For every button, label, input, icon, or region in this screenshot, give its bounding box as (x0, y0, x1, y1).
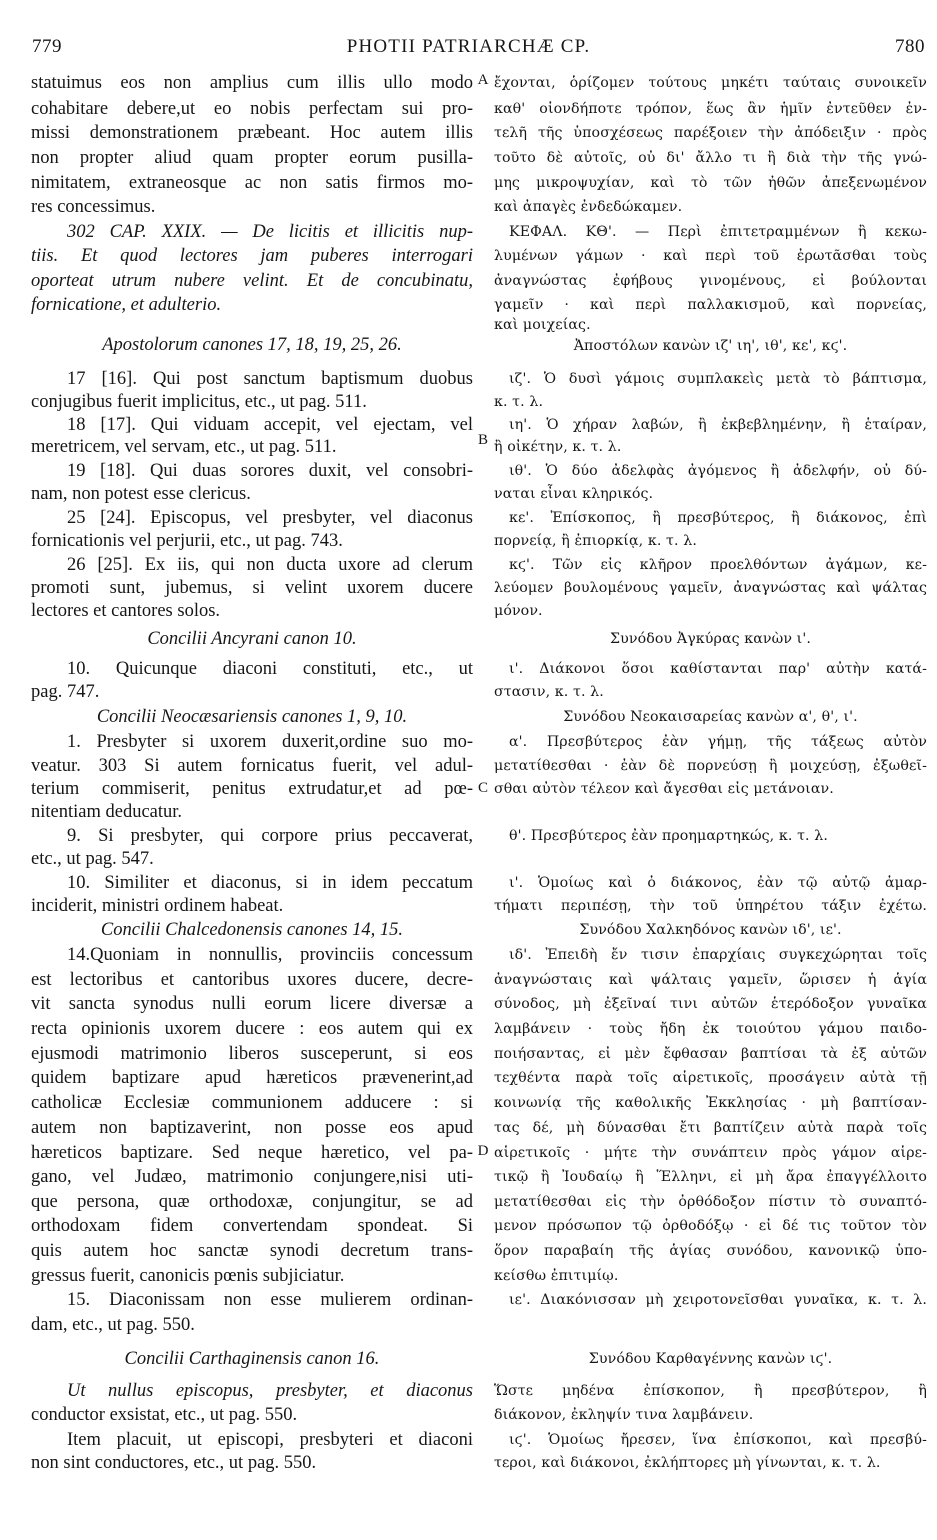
text-line: σθαι αὐτὸν τέλεον καὶ ἄγεσθαι εἰς μετάνοιαν. (494, 781, 834, 797)
section-heading: Συνόδου Καρθαγέννης κανὼν ιϛ'. (588, 1351, 833, 1367)
text-line: ναται εἶναι κληρικός. (494, 486, 654, 502)
text-line: α'. Πρεσβύτερος ἐὰν γήμῃ, τῆς τάξεως αὐτὸν (509, 734, 927, 750)
text-line: ἀναγνώσταις καὶ ψάλταις γαμεῖν, ὥρισεν ἡ ἁγία (494, 972, 927, 988)
text-line: nimitatem, extraneosque ac non satis firmos mo- (31, 173, 473, 193)
text-line: meretricem, vel servam, etc., ut pag. 511. (31, 437, 337, 457)
text-line: αἱρετικοῖς · μήτε τὴν συνάπτειν πρὸς γάμον αἱρε- (494, 1145, 927, 1161)
text-line: 10. Similiter et diaconus, si in idem peccatum (67, 873, 473, 893)
chapter-heading: ἀναγνώστας ἐφήβους γινομένους, εἰ βούλονται (494, 273, 927, 289)
chapter-heading: καὶ μοιχείας. (494, 317, 591, 333)
text-line: λεύομεν βουλομένους γαμεῖν, ἀναγνώστας καὶ ψάλτας (494, 580, 927, 596)
text-line: conductor exsistat, etc., ut pag. 550. (31, 1405, 298, 1425)
text-line: statuimus eos non amplius cum illis ullo modo (31, 73, 473, 93)
text-line: 25 [24]. Episcopus, vel presbyter, vel diaconus (67, 508, 473, 528)
text-line: 1. Presbyter si uxorem duxerit,ordine suo mo- (67, 732, 473, 752)
text-line: terium commiserit, penitus extrudatur,et ad pœ- (31, 779, 473, 799)
text-line: ἔχονται, ὁρίζομεν τούτους μηκέτι ταύταις συνοικεῖν (494, 75, 927, 91)
margin-letter-c: C (477, 780, 488, 796)
section-heading: Συνόδου Χαλκηδόνος κανὼν ιδ', ιε'. (579, 922, 842, 938)
text-line: ὅρον παραβαίη τῆς ἁγίας συνόδου, κανονικῷ ὑπο- (494, 1243, 927, 1259)
text-line: κ. τ. λ. (494, 394, 544, 410)
text-line: hæreticos baptizare. Sed neque hæretico, vel pa- (31, 1143, 473, 1163)
text-line: μετατίθεσθαι · ἐὰν δὲ πορνεύσῃ ἢ μοιχεύσῃ, ἐξωθεῖ- (494, 758, 927, 774)
text-line: 10. Quicunque diaconi constituti, etc., ut (67, 659, 473, 679)
page-number-left: 779 (32, 36, 62, 57)
text-line: quis autem hoc sanctæ synodi decretum trans- (31, 1241, 473, 1261)
text-line: ιθ'. Ὁ δύο ἀδελφὰς ἀγόμενος ἢ ἀδελφήν, οὐ δύ- (509, 463, 927, 479)
text-line: ι'. Διάκονοι ὅσοι καθίστανται παρ' αὐτὴν κατά- (509, 661, 927, 677)
text-line: κϛ'. Τῶν εἰς κλῆρον προελθόντων ἀγάμων, κε- (509, 557, 927, 573)
text-line: missi demonstrationem præbeant. Hoc autem illis (31, 123, 473, 143)
text-line: res concessimus. (31, 197, 156, 217)
section-heading: Concilii Chalcedonensis canones 14, 15. (100, 920, 404, 940)
text-line: τεχθέντα παρὰ τοῖς αἱρετικοῖς, προσάγειν αὐτὰ τῇ (494, 1070, 927, 1086)
text-line: μόνον. (494, 603, 543, 619)
text-line: vit sancta synodus nulli eorum licere diversæ a (31, 994, 473, 1014)
text-line: ι'. Ὁμοίως καὶ ὁ διάκονος, ἐὰν τῷ αὐτῷ ἁμαρ- (509, 875, 927, 891)
chapter-heading: 302 CAP. XXIX. — De licitis et illicitis nup- (67, 222, 473, 242)
text-line: τεροι, καὶ διάκονοι, ἐκλήπτορες μὴ γίνωνται, κ. τ. λ. (494, 1455, 881, 1471)
text-line: 19 [18]. Qui duas sorores duxit, vel consobri- (67, 461, 473, 481)
text-line: Item placuit, ut episcopi, presbyteri et diaconi (67, 1430, 473, 1450)
text-line: Ut nullus episcopus, presbyter, et diaconus (67, 1381, 473, 1401)
text-line: que persona, quæ orthodoxæ, conjungitur, se ad (31, 1192, 473, 1212)
text-line: μης μικροψυχίαν, καὶ τὸ τῶν ἠθῶν ἀπεξενωμένον (494, 175, 927, 191)
chapter-heading: γαμεῖν · καὶ περὶ παλλακισμοῦ, καὶ πορνείας, (494, 297, 927, 313)
section-heading: Συνόδου Ἀγκύρας κανὼν ι'. (610, 631, 811, 647)
text-line: 26 [25]. Ex iis, qui non ducta uxore ad clerum (67, 555, 473, 575)
text-line: 17 [16]. Qui post sanctum baptismum duobus (67, 369, 473, 389)
text-line: promoti sunt, jubemus, si velint uxorem ducere (31, 578, 473, 598)
text-line: autem non baptizaverint, non posse eos apud (31, 1118, 473, 1138)
text-line: cohabitare debere,ut eo nobis perfectam sui pro- (31, 99, 473, 119)
text-line: πορνείᾳ, ἢ ἐπιορκίᾳ, κ. τ. λ. (494, 533, 697, 549)
text-line: τελῆ τῆς ὑποσχέσεως παρέξοιεν τὴν ἀπόδειξιν · πρὸς (494, 125, 927, 141)
section-heading: Concilii Carthaginensis canon 16. (124, 1349, 380, 1369)
chapter-heading: tiis. Et quod lectores jam puberes interrogari (31, 246, 473, 266)
text-line: dam, etc., ut pag. 550. (31, 1315, 195, 1335)
section-heading: Συνόδου Νεοκαισαρείας κανὼν α', θ', ι'. (563, 709, 858, 725)
text-line: etc., ut pag. 547. (31, 849, 154, 869)
section-heading: Ἀποστόλων κανὼν ιζ' ιη', ιθ', κε', κϛ'. (573, 338, 848, 354)
text-line: non sint conductores, etc., ut pag. 550. (31, 1453, 317, 1473)
text-line: lectores et cantores solos. (31, 601, 221, 621)
section-heading: Concilii Ancyrani canon 10. (147, 629, 357, 649)
text-line: ποιήσαντας, εἰ μὲν ἔφθασαν βαπτίσαι τὰ ἐξ αὐτῶν (494, 1046, 927, 1062)
text-line: ιε'. Διακόνισσαν μὴ χειροτονεῖσθαι γυναῖκα, κ. τ. λ. (509, 1292, 927, 1308)
text-line: λαμβάνειν · τοὺς ἤδη ἐκ τοιούτου γάμου παιδο- (494, 1021, 927, 1037)
margin-letter-a: A (477, 72, 489, 88)
text-line: κε'. Ἐπίσκοπος, ἢ πρεσβύτερος, ἢ διάκονος, ἐπὶ (509, 510, 927, 526)
text-line: Ὥστε μηδένα ἐπίσκοπον, ἢ πρεσβύτερον, ἢ (494, 1383, 927, 1399)
text-line: 14.Quoniam in nonnullis, provinciis concessum (67, 945, 473, 965)
text-line: τοῦτο δὲ αὐτοῖς, οὐ δι' ἄλλο τι ἢ διὰ τὴν τῆς γνώ- (494, 150, 927, 166)
text-line: ιζ'. Ὁ δυσὶ γάμοις συμπλακεὶς μετὰ τὸ βάπτισμα, (509, 371, 927, 387)
text-line: ἢ οἰκέτην, κ. τ. λ. (494, 439, 622, 455)
text-line: διάκονον, ἐκληψίν τινα λαμβάνειν. (494, 1407, 754, 1423)
margin-letter-d: D (477, 1143, 489, 1159)
text-line: τικῷ ἢ Ἰουδαίῳ ἢ Ἕλληνι, εἰ μὴ ἄρα ἐπαγγέλλοιτο (494, 1169, 927, 1185)
text-line: ιϛ'. Ὁμοίως ἤρεσεν, ἵνα ἐπίσκοποι, καὶ πρεσβύ- (509, 1432, 927, 1448)
text-line: est lectoribus et cantoribus uxores ducere, decre- (31, 970, 473, 990)
text-line: catholicæ Ecclesiæ communionem adducere : si (31, 1093, 473, 1113)
text-line: κοινωνίᾳ τῆς καθολικῆς Ἐκκλησίας · μὴ βαπτίσαν- (494, 1095, 927, 1111)
text-line: καθ' οἱονδήποτε τρόπον, ἕως ἂν ἡμῖν ἐντεῦθεν ἐν- (494, 101, 927, 117)
text-line: veatur. 303 Si autem fornicatus fuerit, vel adul- (31, 756, 473, 776)
text-line: non propter aliud quam propter eorum pusilla- (31, 148, 473, 168)
text-line: στασιν, κ. τ. λ. (494, 684, 604, 700)
chapter-heading: ΚΕΦΑΛ. ΚΘ'. — Περὶ ἐπιτετραμμένων ἢ κεκω- (509, 224, 927, 240)
page-number-right: 780 (895, 36, 925, 57)
running-header (0, 36, 937, 66)
text-line: καὶ ἀπαγὲς ἐνδεδώκαμεν. (494, 199, 683, 215)
text-line: ιη'. Ὁ χήραν λαβών, ἢ ἐκβεβλημένην, ἢ ἑταίραν, (509, 417, 927, 433)
text-line: pag. 747. (31, 682, 100, 702)
text-line: θ'. Πρεσβύτερος ἐὰν προημαρτηκώς, κ. τ. λ. (509, 828, 828, 844)
text-line: μενον πρόσωπον τῷ ὀρθοδόξῳ · εἰ δέ τις τοῦτον τὸν (494, 1218, 927, 1234)
text-line: σύνοδος, μὴ ἐξεῖναί τινι αὐτῶν ἑτερόδοξον γυναῖκα (494, 996, 927, 1012)
running-title: PHOTII PATRIARCHÆ CP. (346, 36, 591, 57)
text-line: nitentiam deducatur. (31, 802, 183, 822)
text-line: κείσθω ἐπιτιμίῳ. (494, 1268, 619, 1284)
chapter-heading: λυμένων γάμων · καὶ περὶ τοῦ ἐρωτᾶσθαι τοὺς (494, 248, 927, 264)
text-line: gano, vel Judæo, matrimonio conjungere,nisi uti- (31, 1167, 473, 1187)
margin-letter-b: B (477, 432, 488, 448)
text-line: 15. Diaconissam non esse mulierem ordinan- (67, 1290, 473, 1310)
text-line: fornicationis vel perjurii, etc., ut pag. 743. (31, 531, 343, 551)
text-line: ιδ'. Ἐπειδὴ ἔν τισιν ἐπαρχίαις συγκεχώρηται τοῖς (509, 947, 927, 963)
text-line: recta opinionis uxorem ducere : eos autem qui ex (31, 1019, 473, 1039)
text-line: inciderit, ministri ordinem habeat. (31, 896, 284, 916)
text-line: τήματι περιπέσῃ, τὴν τοῦ ὑπηρέτου τάξιν ἐχέτω. (494, 898, 927, 914)
text-line: nam, non potest esse clericus. (31, 484, 251, 504)
text-line: τας δέ, μὴ δύνασθαι ἔτι βαπτίζειν αὐτὰ παρὰ τοῖς (494, 1120, 927, 1136)
section-heading: Apostolorum canones 17, 18, 19, 25, 26. (102, 335, 402, 355)
chapter-heading: fornicatione, et adulterio. (31, 295, 222, 315)
text-line: ejusmodi matrimonio liberos susceperunt, si eos (31, 1044, 473, 1064)
text-line: 9. Si presbyter, qui corpore prius peccaverat, (67, 826, 473, 846)
text-line: conjugibus fuerit implicitus, etc., ut pag. 511. (31, 392, 367, 412)
text-line: 18 [17]. Qui viduam accepit, vel ejectam, vel (67, 415, 473, 435)
text-line: μετατίθεσθαι εἰς τὴν ὀρθόδοξον πίστιν τὸ συναπτό- (494, 1194, 927, 1210)
section-heading: Concilii Neocæsariensis canones 1, 9, 10. (96, 707, 408, 727)
text-line: gressus fuerit, canonicis pœnis subjiciatur. (31, 1266, 345, 1286)
chapter-heading: oporteat utrum nubere velint. Et de concubinatu, (31, 271, 473, 291)
text-line: quidem baptizare apud hæreticos prævenerint,ad (31, 1068, 473, 1088)
text-line: orthodoxam fidem convertendam spondeat. Si (31, 1216, 473, 1236)
